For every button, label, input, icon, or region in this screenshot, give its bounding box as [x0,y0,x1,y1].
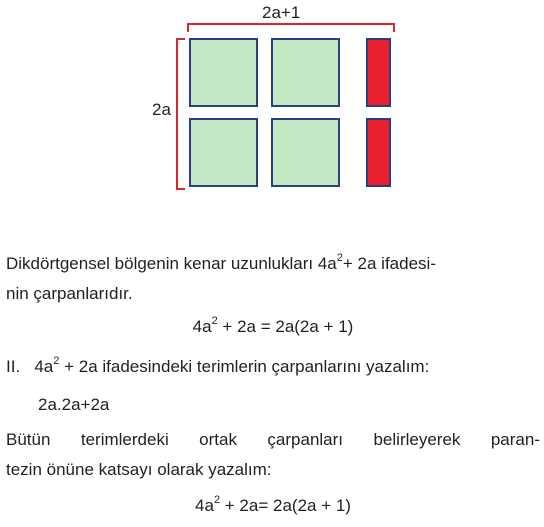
square-tile [271,118,340,187]
text-run: 4a [192,317,212,336]
side-dimension-label: 2a [152,100,171,119]
equation-1 [6,316,540,338]
item-number: II. [6,357,21,376]
text-run: 4a [34,357,54,376]
side-dimension-bracket [176,38,185,190]
algebra-tiles-figure [0,0,544,200]
exponent: 2 [213,494,221,506]
bar-tile [366,38,391,107]
item-2-expression: 2a.2a+2a [38,395,110,414]
exponent: 2 [211,315,218,327]
exponent: 2 [53,355,60,367]
paragraph-1-line-2: nin çarpanlarıdır. [6,284,133,303]
bar-tile [366,118,391,187]
equation-2 [6,495,540,517]
square-tile [271,38,340,107]
exponent: 2 [336,252,343,264]
text-run: 4a [195,496,214,515]
square-tile [189,38,258,107]
paragraph-3-line-1: Bütün terimlerdeki ortak çarpanları belirleyerek paran- [6,430,540,449]
paragraph-1-line-1 [6,253,540,275]
text-run: Dikdörtgensel bölgenin kenar uzunlukları 4a [6,254,337,273]
square-tile [189,118,258,187]
top-dimension-bracket [187,23,395,32]
item-2-line [6,356,540,378]
paragraph-3-line-2: tezin önüne katsayı olarak yazalım: [6,460,272,479]
text-run: + 2a= 2a(2a + 1) [220,496,351,515]
top-dimension-label: 2a+1 [262,3,301,22]
text-run: + 2a ifadesi- [342,254,436,273]
text-run: + 2a = 2a(2a + 1) [217,317,354,336]
text-run: + 2a ifadesindeki terimlerin çarpanlarını yazalım: [59,357,430,376]
